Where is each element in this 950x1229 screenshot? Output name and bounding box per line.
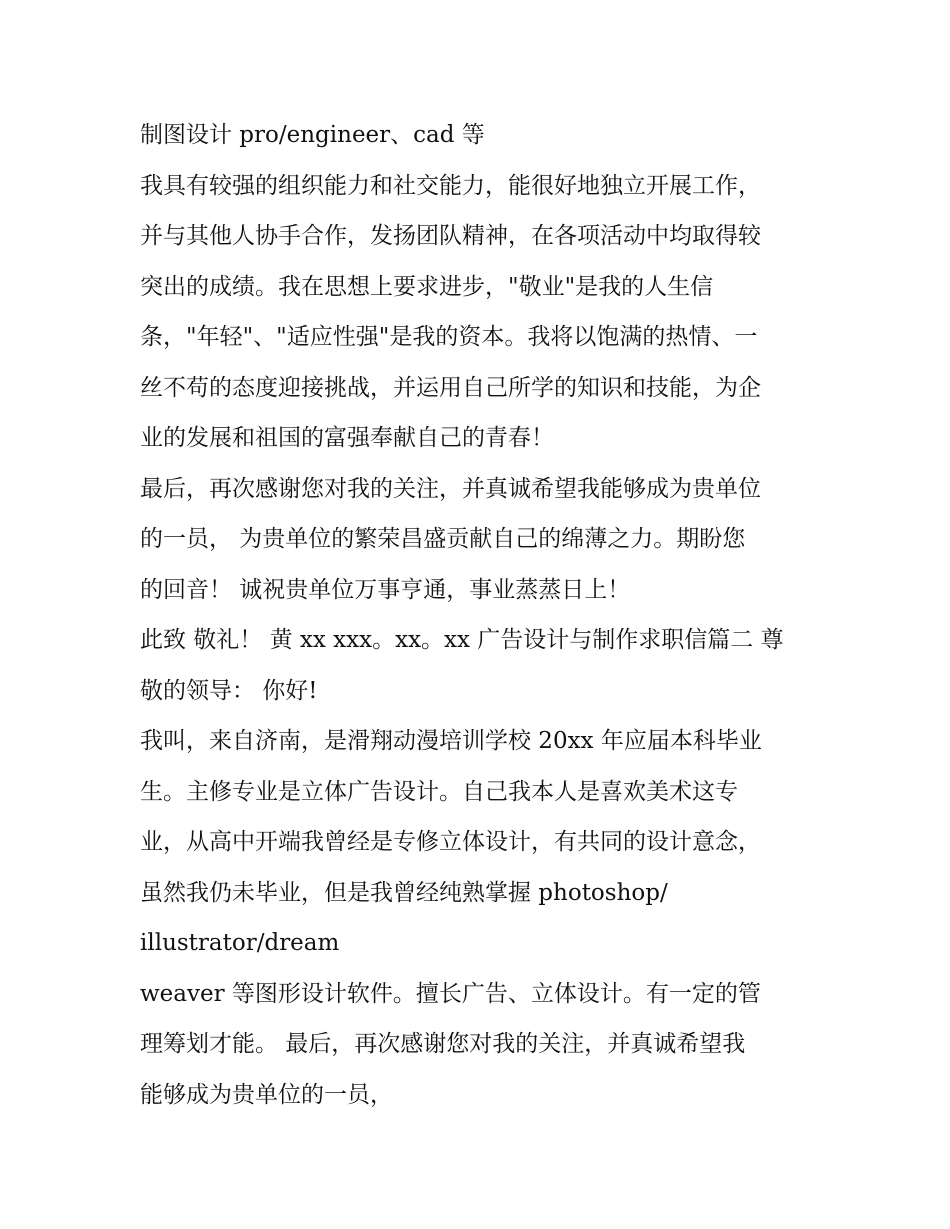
text-line: 敬的领导： 你好! [140,677,318,704]
text-line: weaver 等图形设计软件。擅长广告、立体设计。有一定的管 [140,980,761,1007]
text-line: 业的发展和祖国的富强奉献自己的青春！ [140,425,554,451]
text-line: 生。主修专业是立体广告设计。自己我本人是喜欢美术这专 [140,778,738,805]
text-line: 突出的成绩。我在思想上要求进步，"敬业"是我的人生信 [140,273,714,300]
text-line: 虽然我仍未毕业，但是我曾经纯熟掌握 photoshop/ [140,879,668,906]
text-line: 并与其他人协手合作，发扬团队精神，在各项活动中均取得较 [140,223,761,249]
text-line: 的一员， 为贵单位的繁荣昌盛贡献自己的绵薄之力。期盼您 [140,526,746,552]
text-line: 制图设计 pro/engineer、cad 等 [140,122,485,148]
text-line: 理筹划才能。 最后，再次感谢您对我的关注，并真诚希望我 [140,1031,746,1057]
text-line: 能够成为贵单位的一员， [140,1081,393,1108]
text-line: 业，从高中开端我曾经是专修立体设计，有共同的设计意念， [140,829,761,855]
text-line: 条，"年轻"、"适应性强"是我的资本。我将以饱满的热情、一 [140,324,758,350]
text-line: 我叫，来自济南，是滑翔动漫培训学校 20xx 年应届本科毕业 [140,728,762,754]
document-body [140,110,820,1120]
text-line: 的回音！ 诚祝贵单位万事亨通，事业蒸蒸日上！ [140,576,631,603]
text-line: illustrator/dream [140,930,340,956]
text-line: 此致 敬礼！ 黄 xx xxx。xx。xx 广告设计与制作求职信篇二 尊 [140,627,784,653]
text-line: 丝不苟的态度迎接挑战，并运用自己所学的知识和技能，为企 [140,374,761,401]
text-line: 我具有较强的组织能力和社交能力，能很好地独立开展工作， [140,172,761,199]
text-line: 最后，再次感谢您对我的关注，并真诚希望我能够成为贵单位 [140,475,761,502]
